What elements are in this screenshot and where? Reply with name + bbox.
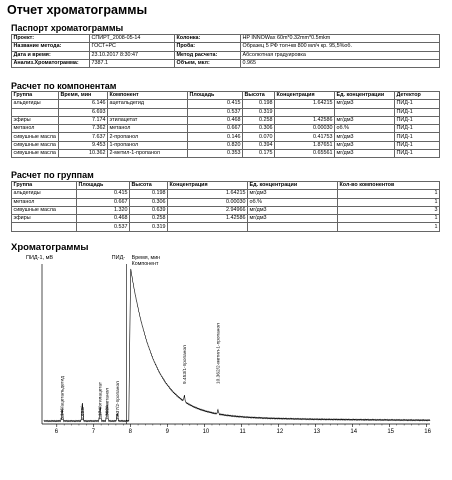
table-cell: 0.319 bbox=[130, 223, 168, 231]
passport-cell: Колонка: bbox=[175, 35, 241, 43]
table-cell: эфиры bbox=[12, 215, 77, 223]
table-cell bbox=[335, 108, 395, 116]
table-cell: 0.175 bbox=[243, 150, 275, 158]
peak-label: 6.146/ацетальдегид bbox=[60, 375, 66, 420]
table-cell: 0.319 bbox=[243, 108, 275, 116]
group-row bbox=[12, 215, 440, 223]
passport-cell: Название метода: bbox=[12, 43, 90, 51]
table-cell: 0.306 bbox=[243, 125, 275, 133]
column-header: Высота bbox=[130, 182, 168, 190]
table-cell: сивушные масла bbox=[12, 150, 59, 158]
table-cell: 1 bbox=[338, 190, 440, 198]
table-cell: мг/дм3 bbox=[248, 206, 338, 214]
table-cell: 1 bbox=[338, 215, 440, 223]
table-cell: мг/дм3 bbox=[335, 150, 395, 158]
component-row bbox=[12, 133, 440, 141]
table-cell: 3 bbox=[338, 206, 440, 214]
passport-cell: СПИРТ_2008-05-14 bbox=[90, 35, 175, 43]
table-cell: 0.146 bbox=[188, 133, 243, 141]
table-cell: ацетальдегид bbox=[108, 100, 188, 108]
table-cell: 1-пропанол bbox=[108, 141, 188, 149]
table-cell: мг/дм3 bbox=[335, 133, 395, 141]
column-header: Ед. концентрации bbox=[248, 182, 338, 190]
table-cell: ПИД-1 bbox=[395, 150, 440, 158]
passport-row bbox=[12, 51, 440, 59]
table-cell: ПИД-1 bbox=[395, 108, 440, 116]
table-cell: 1 bbox=[338, 198, 440, 206]
table-cell bbox=[275, 108, 335, 116]
component-row bbox=[12, 116, 440, 124]
passport-cell: 0.965 bbox=[241, 59, 440, 67]
table-cell: сивушные масла bbox=[12, 141, 59, 149]
x-tick-label: 6 bbox=[54, 429, 59, 435]
table-cell bbox=[248, 223, 338, 231]
table-cell: 0.198 bbox=[243, 100, 275, 108]
table-cell: 0.468 bbox=[188, 116, 243, 124]
passport-cell: Объем, мкл: bbox=[175, 59, 241, 67]
passport-cell: HP INNOWax 60m*0.32mm*0.5mkm bbox=[241, 35, 440, 43]
table-cell: 2-пропанол bbox=[108, 133, 188, 141]
passport-cell: Образец 5 РФ тол+кв 800 мл/ч кр. 95,5%об. bbox=[241, 43, 440, 51]
peak-label: 9.453/1-пропанол bbox=[182, 345, 188, 384]
passport-heading: Паспорт хроматограммы bbox=[11, 23, 124, 33]
table-cell: 7.637 bbox=[59, 133, 108, 141]
table-cell: ПИД-1 bbox=[395, 116, 440, 124]
passport-cell: 7387.1 bbox=[90, 59, 175, 67]
table-cell: 0.65561 bbox=[275, 150, 335, 158]
table-cell: 1.42586 bbox=[168, 215, 248, 223]
peak-label: 10.362/2-метил-1-пропанол bbox=[216, 323, 222, 384]
passport-row bbox=[12, 59, 440, 67]
table-cell: метанол bbox=[108, 125, 188, 133]
table-cell: 6.693 bbox=[59, 108, 108, 116]
table-cell: 1 bbox=[338, 223, 440, 231]
table-cell: мг/дм3 bbox=[335, 141, 395, 149]
table-cell: 0.00030 bbox=[168, 198, 248, 206]
passport-cell: Метод расчета: bbox=[175, 51, 241, 59]
detector-label: ПИД-1, мВ bbox=[26, 255, 54, 261]
component-row bbox=[12, 108, 440, 116]
passport-cell: Дата и время: bbox=[12, 51, 90, 59]
table-cell: ПИД-1 bbox=[395, 100, 440, 108]
peak-label: 6.693/ bbox=[80, 406, 86, 420]
table-cell: об.% bbox=[335, 125, 395, 133]
column-header: Детектор bbox=[395, 92, 440, 100]
column-header: Площадь bbox=[77, 182, 130, 190]
group-row bbox=[12, 198, 440, 206]
table-cell: 0.258 bbox=[243, 116, 275, 124]
table-cell: 0.415 bbox=[188, 100, 243, 108]
passport-cell: 23.10.2017 8:30:47 bbox=[90, 51, 175, 59]
table-cell: 7.174 bbox=[59, 116, 108, 124]
table-cell: 1.87651 bbox=[275, 141, 335, 149]
x-tick-label: 13 bbox=[313, 429, 321, 435]
table-cell: 9.453 bbox=[59, 141, 108, 149]
table-cell: 0.198 bbox=[130, 190, 168, 198]
table-cell: 2-метил-1-пропанол bbox=[108, 150, 188, 158]
column-header: Концентрация bbox=[275, 92, 335, 100]
peak-label: 7.362/метанол bbox=[105, 388, 111, 420]
table-cell: 1.64215 bbox=[168, 190, 248, 198]
table-cell: 2.94966 bbox=[168, 206, 248, 214]
table-cell: мг/дм3 bbox=[248, 190, 338, 198]
component-row bbox=[12, 125, 440, 133]
table-cell: 0.468 bbox=[77, 215, 130, 223]
table-cell: метанол bbox=[12, 125, 59, 133]
column-header: Время, мин bbox=[59, 92, 108, 100]
passport-row bbox=[12, 43, 440, 51]
table-cell: этилацетат bbox=[108, 116, 188, 124]
component-row bbox=[12, 141, 440, 149]
table-cell: ПИД-1 bbox=[395, 133, 440, 141]
x-tick-label: 14 bbox=[350, 429, 358, 435]
table-cell: 1.42586 bbox=[275, 116, 335, 124]
table-cell: 0.394 bbox=[243, 141, 275, 149]
table-cell: сивушные масла bbox=[12, 206, 77, 214]
table-cell: 10.362 bbox=[59, 150, 108, 158]
passport-cell: Проект: bbox=[12, 35, 90, 43]
x-tick-label: 8 bbox=[128, 429, 133, 435]
table-cell: 0.258 bbox=[130, 215, 168, 223]
group-row bbox=[12, 223, 440, 231]
group-header-row bbox=[12, 182, 440, 190]
table-cell: 6.146 bbox=[59, 100, 108, 108]
column-header: Ед. концентрации bbox=[335, 92, 395, 100]
x-tick-label: 15 bbox=[387, 429, 395, 435]
table-cell: 0.00030 bbox=[275, 125, 335, 133]
column-header: Кол-во компонентов bbox=[338, 182, 440, 190]
table-cell bbox=[168, 223, 248, 231]
x-tick-label: 10 bbox=[202, 429, 210, 435]
detector-label-2: ПИД- bbox=[111, 255, 126, 261]
report-title: Отчет хроматограммы bbox=[7, 3, 148, 17]
chromatogram-plot bbox=[20, 250, 440, 440]
peak-label: 7.174/этилацетат bbox=[98, 381, 104, 420]
group-row bbox=[12, 206, 440, 214]
x-tick-label: 16 bbox=[424, 429, 431, 435]
x-tick-label: 9 bbox=[165, 429, 169, 435]
group-row bbox=[12, 190, 440, 198]
x-tick-label: 11 bbox=[239, 429, 246, 435]
chromatogram-heading: Хроматограммы bbox=[11, 242, 89, 253]
column-header: Компонент bbox=[108, 92, 188, 100]
column-header: Высота bbox=[243, 92, 275, 100]
x-tick-label: 7 bbox=[91, 429, 96, 435]
table-cell: 0.537 bbox=[188, 108, 243, 116]
table-cell: 1.64215 bbox=[275, 100, 335, 108]
component-header-row bbox=[12, 92, 440, 100]
table-cell bbox=[12, 108, 59, 116]
component-row bbox=[12, 150, 440, 158]
table-cell: 0.639 bbox=[130, 206, 168, 214]
passport-cell: ГОСТ+РС bbox=[90, 43, 175, 51]
groups-heading: Расчет по группам bbox=[11, 170, 94, 180]
table-cell bbox=[12, 223, 77, 231]
components-table bbox=[11, 91, 440, 158]
passport-table bbox=[11, 34, 440, 68]
component-row bbox=[12, 100, 440, 108]
table-cell: 0.306 bbox=[130, 198, 168, 206]
table-cell: 0.070 bbox=[243, 133, 275, 141]
column-header: Группа bbox=[12, 92, 59, 100]
table-cell: 0.667 bbox=[77, 198, 130, 206]
table-cell: сивушные масла bbox=[12, 133, 59, 141]
table-cell: 0.415 bbox=[77, 190, 130, 198]
passport-cell: Анализ.Хроматограмма: bbox=[12, 59, 90, 67]
passport-cell: Проба: bbox=[175, 43, 241, 51]
column-header: Группа bbox=[12, 182, 77, 190]
components-heading: Расчет по компонентам bbox=[11, 81, 117, 91]
groups-table bbox=[11, 181, 440, 232]
table-cell: ПИД-1 bbox=[395, 141, 440, 149]
x-axis-label: Время, мин bbox=[131, 255, 161, 261]
table-cell: 1.320 bbox=[77, 206, 130, 214]
table-cell: 0.41753 bbox=[275, 133, 335, 141]
x-tick-label: 12 bbox=[276, 429, 284, 435]
peak-label: 7.637/2-пропанол bbox=[115, 381, 121, 420]
table-cell: мг/дм3 bbox=[335, 100, 395, 108]
table-cell: метанол bbox=[12, 198, 77, 206]
table-cell: 0.353 bbox=[188, 150, 243, 158]
table-cell: 0.667 bbox=[188, 125, 243, 133]
passport-row bbox=[12, 35, 440, 43]
passport-cell: Абсолютная градуировка bbox=[241, 51, 440, 59]
table-cell: эфиры bbox=[12, 116, 59, 124]
table-cell: альдегиды bbox=[12, 100, 59, 108]
table-cell: 7.362 bbox=[59, 125, 108, 133]
table-cell: 0.820 bbox=[188, 141, 243, 149]
table-cell: об.% bbox=[248, 198, 338, 206]
table-cell bbox=[108, 108, 188, 116]
column-header: Концентрация bbox=[168, 182, 248, 190]
table-cell: мг/дм3 bbox=[248, 215, 338, 223]
x-axis-label-2: Компонент bbox=[131, 261, 159, 267]
column-header: Площадь bbox=[188, 92, 243, 100]
table-cell: мг/дм3 bbox=[335, 116, 395, 124]
table-cell: ПИД-1 bbox=[395, 125, 440, 133]
table-cell: 0.537 bbox=[77, 223, 130, 231]
table-cell: альдегиды bbox=[12, 190, 77, 198]
